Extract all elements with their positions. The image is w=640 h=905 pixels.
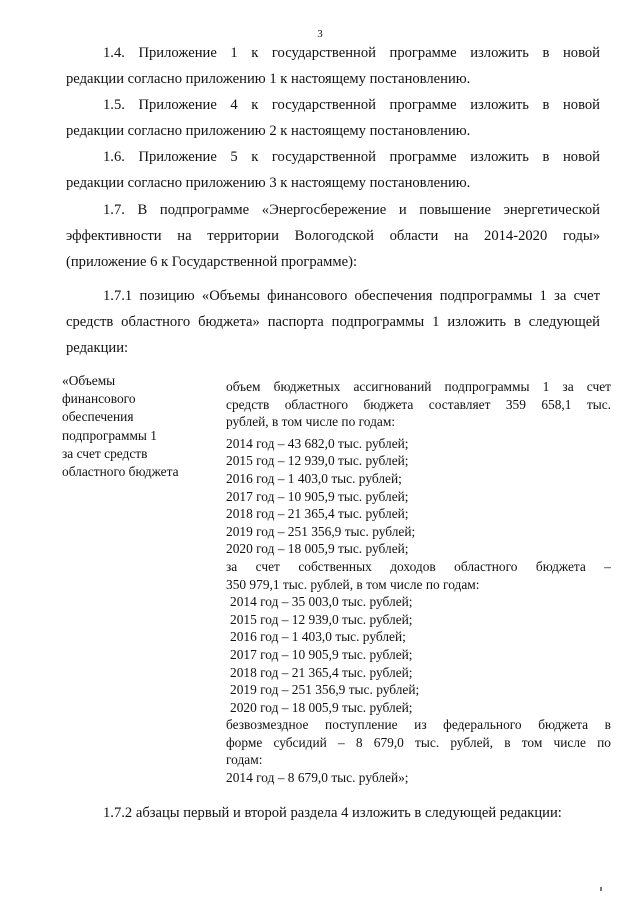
total-year-item: 2018 год – 21 365,4 тыс. рублей; — [226, 506, 409, 522]
paragraph-1-7-1-line-3: редакции: — [66, 340, 129, 356]
total-year-item: 2019 год – 251 356,9 тыс. рублей; — [226, 523, 416, 539]
paragraph-1-7-2 — [66, 800, 600, 826]
passport-label-line: за счет средств — [62, 445, 148, 461]
own-year-item: 2017 год – 10 905,9 тыс. рублей; — [230, 646, 413, 662]
federal-year-item: 2014 год – 8 679,0 тыс. рублей»; — [226, 770, 409, 786]
passport-label-line: подпрограммы 1 — [62, 427, 157, 443]
passport-label-line: финансового — [62, 391, 136, 407]
page-number: 3 — [317, 28, 323, 40]
paragraph-1-4-line-1: 1.4. Приложение 1 к государственной программе изложить в новой — [103, 45, 600, 61]
own-year-item: 2020 год – 18 005,9 тыс. рублей; — [230, 699, 413, 715]
total-year-item: 2020 год – 18 005,9 тыс. рублей; — [226, 541, 409, 557]
paragraph-1-5-line-2: редакции согласно приложению 2 к настоящему постановлению. — [66, 123, 471, 139]
paragraph-1-4-line-2: редакции согласно приложению 1 к настоящему постановлению. — [66, 71, 471, 87]
total-year-item: 2014 год – 43 682,0 тыс. рублей; — [226, 435, 409, 451]
paragraph-1-7-1-line-2: средств областного бюджета» паспорта подпрограммы 1 изложить в следующей — [66, 314, 600, 330]
total-year-item: 2015 год – 12 939,0 тыс. рублей; — [226, 453, 409, 469]
passport-value-column — [226, 378, 611, 787]
own-year-item: 2018 год – 21 365,4 тыс. рублей; — [230, 664, 413, 680]
own-year-item: 2014 год – 35 003,0 тыс. рублей; — [230, 594, 413, 610]
paragraph-1-7 — [66, 197, 600, 275]
own-year-item: 2016 год – 1 403,0 тыс. рублей; — [230, 629, 406, 645]
funding-intro-line-2: средств областного бюджета составляет 359 658,1 тыс. — [226, 396, 611, 412]
paragraph-1-7-2-line-1: 1.7.2 абзацы первый и второй раздела 4 изложить в следующей редакции: — [103, 805, 562, 821]
federal-line-1: безвозмездное поступление из федерального бюджета в — [226, 717, 611, 733]
funding-intro-line-1: объем бюджетных ассигнований подпрограммы 1 за счет — [226, 379, 611, 394]
paragraph-1-7-1 — [66, 283, 600, 361]
paragraph-1-5 — [66, 92, 600, 144]
federal-line-3: годам: — [226, 752, 263, 768]
scan-mark — [600, 887, 602, 891]
own-revenue-line-2: 350 979,1 тыс. рублей, в том числе по годам: — [226, 576, 480, 592]
own-revenue-line-1: за счет собственных доходов областного бюджета – — [226, 558, 611, 574]
passport-label-line: обеспечения — [62, 409, 134, 425]
own-year-item: 2019 год – 251 356,9 тыс. рублей; — [230, 682, 420, 698]
paragraph-1-6-line-2: редакции согласно приложению 3 к настоящему постановлению. — [66, 175, 471, 191]
paragraph-1-5-line-1: 1.5. Приложение 4 к государственной программе изложить в новой — [103, 97, 600, 113]
funding-intro-line-3: рублей, в том числе по годам: — [226, 414, 396, 430]
paragraph-1-7-1-line-1: 1.7.1 позицию «Объемы финансового обеспечения подпрограммы 1 за счет — [103, 288, 600, 304]
paragraph-1-7-line-3: (приложение 6 к Государственной программе): — [66, 254, 358, 270]
paragraph-1-7-line-1: 1.7. В подпрограмме «Энергосбережение и повышение энергетической — [103, 202, 600, 218]
federal-line-2: форме субсидий – 8 679,0 тыс. рублей, в том числе по — [226, 734, 611, 750]
passport-label-line: областного бюджета — [62, 464, 179, 480]
passport-label-column — [62, 372, 212, 481]
paragraph-1-7-line-2: эффективности на территории Вологодской области на 2014-2020 годы» — [66, 228, 600, 244]
paragraph-1-6-line-1: 1.6. Приложение 5 к государственной программе изложить в новой — [103, 149, 600, 165]
own-year-item: 2015 год – 12 939,0 тыс. рублей; — [230, 611, 413, 627]
paragraph-1-6 — [66, 144, 600, 196]
total-year-item: 2017 год – 10 905,9 тыс. рублей; — [226, 488, 409, 504]
total-year-item: 2016 год – 1 403,0 тыс. рублей; — [226, 470, 402, 486]
passport-label-line: «Объемы — [62, 373, 116, 388]
paragraph-1-4 — [66, 40, 600, 92]
